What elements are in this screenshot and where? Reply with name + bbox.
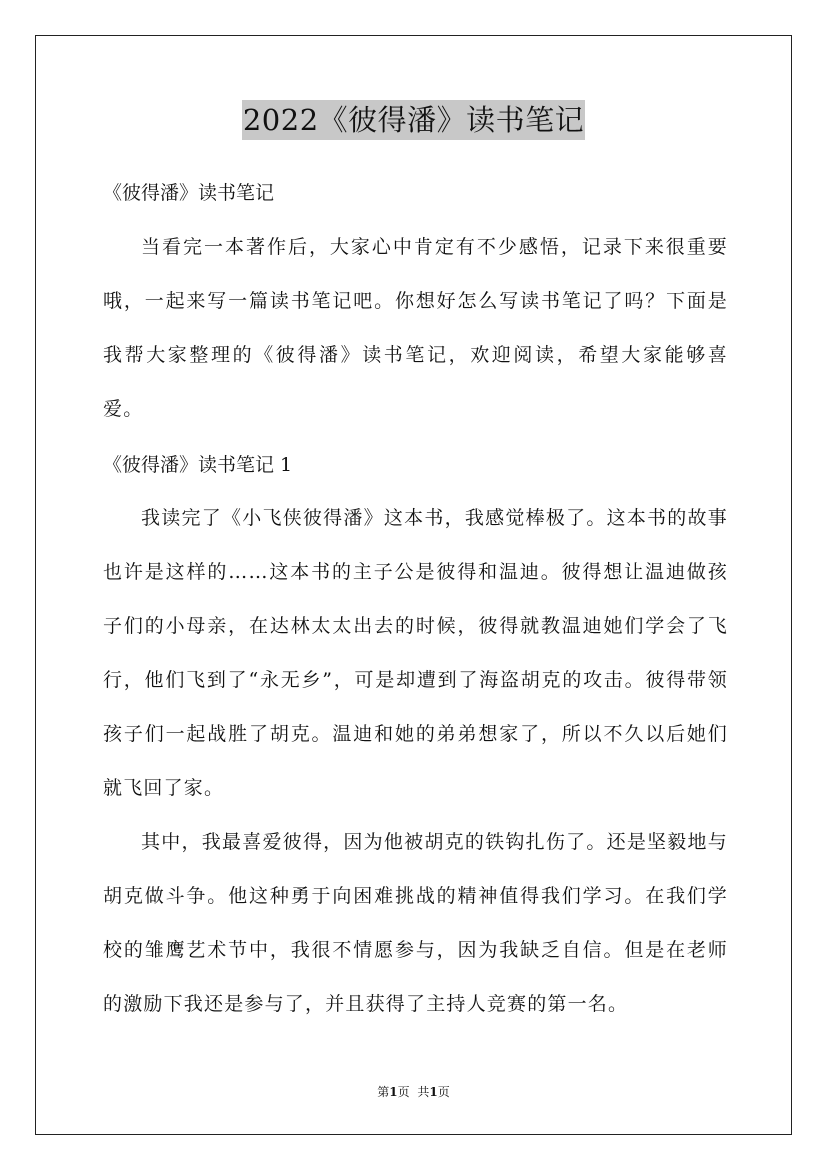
intro-paragraph: 当看完一本著作后，大家心中肯定有不少感悟，记录下来很重要哦，一起来写一篇读书笔记吧。你想好怎么写读书笔记了吗？下面是我帮大家整理的《彼得潘》读书笔记，欢迎阅读，希望大家能够喜爱。 <box>103 236 728 420</box>
section-paragraph-1: 我读完了《小飞侠彼得潘》这本书，我感觉棒极了。这本书的故事也许是这样的……这本书的主子公是彼得和温迪。彼得想让温迪做孩子们的小母亲，在达林太太出去的时候，彼得就教温迪她们学会了飞行，他们飞到了“永无乡”，可是却遭到了海盗胡克的攻击。彼得带领孩子们一起战胜了胡克。温迪和她的弟弟想家了，所以不久以后她们就飞回了家。 <box>103 507 728 799</box>
section-paragraph-2: 其中，我最喜爱彼得，因为他被胡克的铁钩扎伤了。还是坚毅地与胡克做斗争。他这种勇于向困难挑战的精神值得我们学习。在我们学校的雏鹰艺术节中，我很不情愿参与，因为我缺乏自信。但是在老师的激励下我还是参与了，并且获得了主持人竞赛的第一名。 <box>103 831 728 1015</box>
footer-total-prefix: 共 <box>417 1085 430 1099</box>
intro-heading: 《彼得潘》读书笔记 <box>103 182 275 204</box>
footer-page-suffix: 页 <box>397 1085 410 1099</box>
footer-total-pages: 1 <box>429 1085 438 1099</box>
document-title: 2022《彼得潘》读书笔记 <box>242 100 585 140</box>
section-heading: 《彼得潘》读书笔记 1 <box>103 454 293 476</box>
page-footer <box>0 1084 827 1100</box>
footer-page-prefix: 第 <box>377 1085 390 1099</box>
document-title-container <box>0 100 827 140</box>
footer-total-suffix: 页 <box>437 1085 450 1099</box>
footer-page-number: 1 <box>389 1085 398 1099</box>
